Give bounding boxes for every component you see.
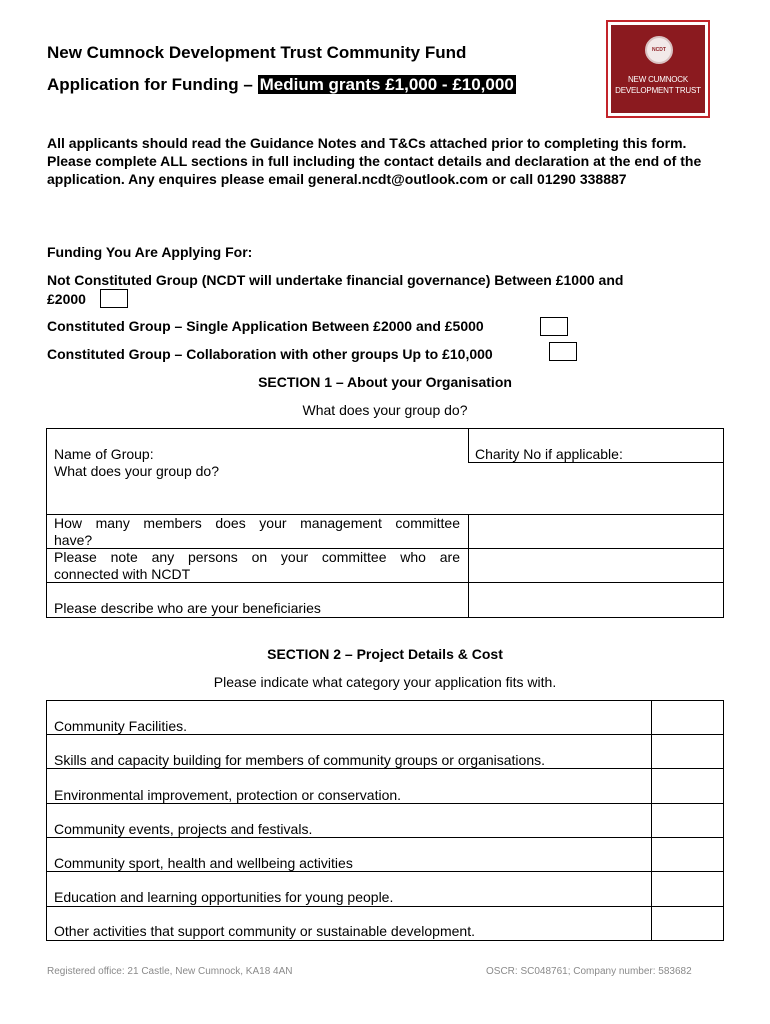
footer-company-details: OSCR: SC048761; Company number: 583682 bbox=[486, 966, 692, 977]
section2-heading: SECTION 2 – Project Details & Cost bbox=[267, 646, 503, 662]
charity-number-label: Charity No if applicable: bbox=[475, 446, 623, 462]
committee-members-line1: How many members does your management committee bbox=[54, 515, 460, 531]
category-checkbox[interactable] bbox=[652, 804, 723, 837]
what-group-does-label: What does your group do? bbox=[54, 463, 219, 479]
connected-persons-field[interactable] bbox=[469, 549, 723, 582]
option3-label: Constituted Group – Collaboration with other groups Up to £10,000 bbox=[47, 346, 493, 362]
option1-label-line2: £2000 bbox=[47, 291, 86, 307]
committee-members-field[interactable] bbox=[469, 515, 723, 548]
section1-heading: SECTION 1 – About your Organisation bbox=[258, 374, 512, 390]
category-checkbox[interactable] bbox=[652, 907, 723, 940]
section1-table bbox=[46, 428, 724, 618]
option2-checkbox[interactable] bbox=[540, 317, 568, 336]
logo-background bbox=[611, 25, 705, 113]
logo-line-1: NEW CUMNOCK bbox=[627, 75, 689, 84]
logo-line-2: DEVELOPMENT TRUST bbox=[615, 86, 701, 95]
subtitle-prefix: Application for Funding – bbox=[47, 75, 258, 94]
category-checkbox[interactable] bbox=[652, 735, 723, 768]
option1-label-line1: Not Constituted Group (NCDT will undertake financial governance) Between £1000 and bbox=[47, 272, 624, 288]
logo-text bbox=[611, 74, 705, 96]
category-label: Skills and capacity building for members of community groups or organisations. bbox=[54, 752, 546, 768]
beneficiaries-label: Please describe who are your beneficiaries bbox=[54, 600, 321, 616]
category-checkbox[interactable] bbox=[652, 872, 723, 906]
section2-subheading: Please indicate what category your application fits with. bbox=[213, 674, 557, 690]
what-group-does-answer[interactable] bbox=[54, 480, 722, 514]
option1-checkbox[interactable] bbox=[100, 289, 128, 308]
logo-badge-icon bbox=[645, 36, 673, 64]
category-label: Other activities that support community or sustainable development. bbox=[54, 923, 475, 939]
category-checkbox[interactable] bbox=[652, 769, 723, 803]
committee-members-line2: have? bbox=[54, 532, 93, 548]
category-label: Education and learning opportunities for young people. bbox=[54, 889, 394, 905]
name-of-group-label: Name of Group: bbox=[54, 446, 154, 462]
category-label: Environmental improvement, protection or conservation. bbox=[54, 787, 402, 803]
footer-registered-office: Registered office: 21 Castle, New Cumnock, KA18 4AN bbox=[47, 966, 293, 977]
intro-paragraph: All applicants should read the Guidance Notes and T&Cs attached prior to completing this form. Please complete ALL sections in full including the contact details and declaration at the end of the application. Any enquires please email general.ncdt@outlook.com or call 01290 338887 bbox=[47, 135, 702, 187]
category-label: Community events, projects and festivals. bbox=[54, 821, 313, 837]
section1-subheading: What does your group do? bbox=[302, 402, 468, 418]
category-label: Community sport, health and wellbeing activities bbox=[54, 855, 353, 871]
grant-range-highlight: Medium grants £1,000 - £10,000 bbox=[259, 75, 514, 94]
category-label: Community Facilities. bbox=[54, 718, 188, 734]
connected-persons-line1: Please note any persons on your committee who are bbox=[54, 549, 460, 565]
option2-label: Constituted Group – Single Application Between £2000 and £5000 bbox=[47, 318, 484, 334]
form-title: New Cumnock Development Trust Community Fund bbox=[47, 43, 467, 62]
logo-badge-text: NCDT bbox=[652, 47, 666, 53]
category-checkbox[interactable] bbox=[652, 838, 723, 871]
ncdt-logo bbox=[606, 20, 710, 118]
funding-heading: Funding You Are Applying For: bbox=[47, 244, 253, 260]
connected-persons-label bbox=[54, 549, 460, 583]
option3-checkbox[interactable] bbox=[549, 342, 577, 361]
category-checkbox[interactable] bbox=[652, 701, 723, 734]
form-subtitle bbox=[47, 75, 516, 95]
category-table bbox=[46, 700, 724, 941]
beneficiaries-field[interactable] bbox=[469, 583, 723, 617]
connected-persons-line2: connected with NCDT bbox=[54, 566, 191, 582]
committee-members-label bbox=[54, 515, 460, 549]
